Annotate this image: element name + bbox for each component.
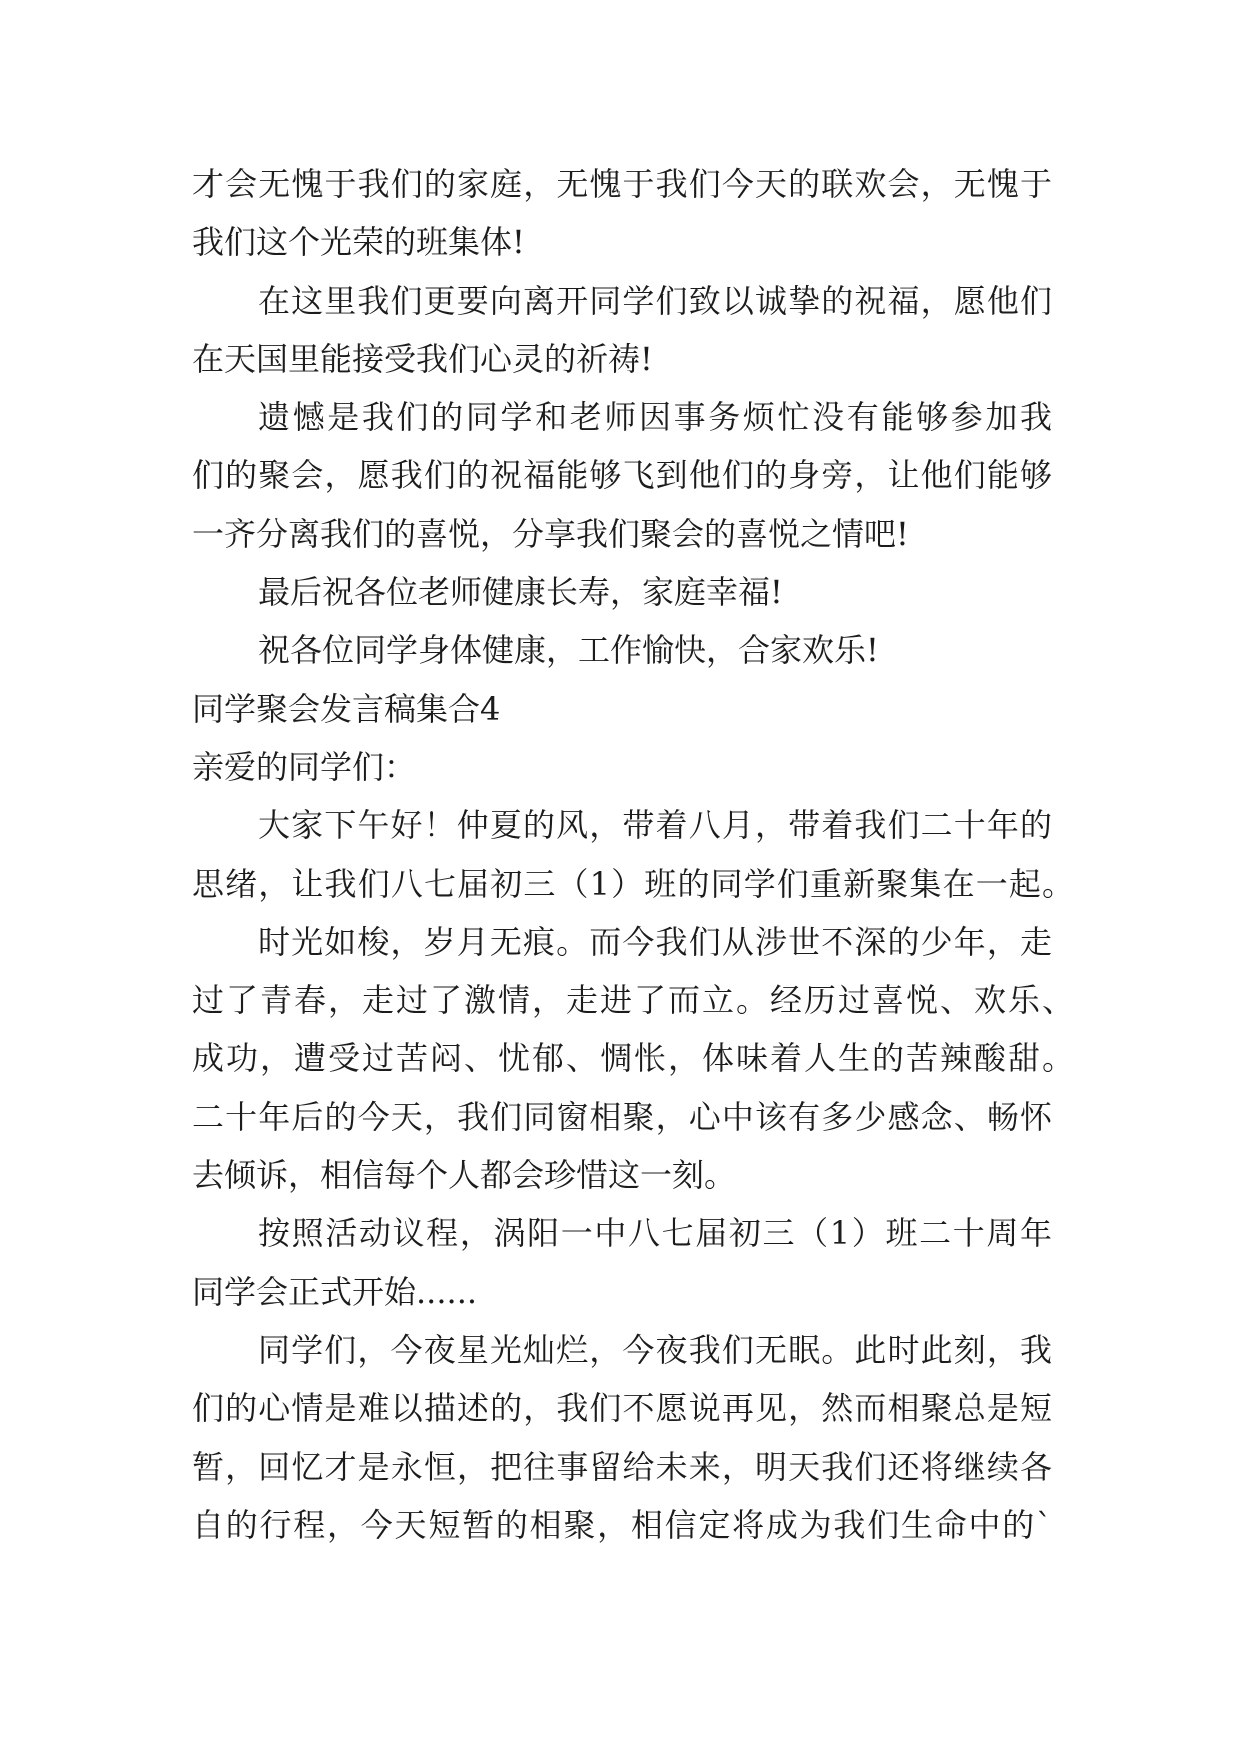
section-title: 同学聚会发言稿集合4 — [192, 689, 501, 728]
text-line: 按照活动议程，涡阳一中八七届初三（1）班二十周年 — [258, 1214, 1052, 1253]
paragraph — [192, 155, 1052, 272]
paragraph — [192, 796, 1074, 913]
text-line: 大家下午好！仲夏的风，带着八月，带着我们二十年的 — [258, 806, 1052, 845]
text-line: 才会无愧于我们的家庭，无愧于我们今天的联欢会，无愧于 — [192, 165, 1052, 203]
text-line: 在这里我们更要向离开同学们致以诚挚的祝福，愿他们 — [258, 281, 1052, 320]
text-line: 成功，遭受过苦闷、忧郁、惆怅，体味着人生的苦辣酸甜。 — [192, 1039, 1074, 1078]
text-line: 一齐分离我们的喜悦，分享我们聚会的喜悦之情吧! — [192, 514, 909, 553]
text-line: 自的行程，今天短暂的相聚，相信定将成为我们生命中的` — [192, 1505, 1052, 1544]
text-line: 同学们，今夜星光灿烂，今夜我们无眠。此时此刻，我 — [258, 1330, 1052, 1369]
text-line: 们的心情是难以描述的，我们不愿说再见，然而相聚总是短 — [192, 1389, 1052, 1428]
paragraph — [192, 913, 1074, 1204]
text-line: 我们这个光荣的班集体! — [192, 223, 525, 262]
text-line: 过了青春，走过了激情，走进了而立。经历过喜悦、欢乐、 — [192, 981, 1074, 1020]
text-line: 暂，回忆才是永恒，把往事留给未来，明天我们还将继续各 — [192, 1447, 1052, 1486]
paragraph — [192, 1321, 1052, 1554]
text-line: 二十年后的今天，我们同窗相聚，心中该有多少感念、畅怀 — [192, 1097, 1052, 1136]
paragraph — [192, 621, 1052, 679]
text-line: 思绪，让我们八七届初三（1）班的同学们重新聚集在一起。 — [192, 864, 1074, 903]
text-line: 们的聚会，愿我们的祝福能够飞到他们的身旁，让他们能够 — [192, 456, 1052, 495]
text-line: 去倾诉，相信每个人都会珍惜这一刻。 — [192, 1156, 737, 1195]
text-line: 遗憾是我们的同学和老师因事务烦忙没有能够参加我 — [258, 398, 1052, 437]
text-line: 祝各位同学身体健康，工作愉快，合家欢乐! — [258, 631, 879, 670]
salutation: 亲爱的同学们： — [192, 747, 417, 786]
text-line: 时光如梭，岁月无痕。而今我们从涉世不深的少年，走 — [258, 922, 1052, 961]
paragraph — [192, 388, 1052, 563]
document-body — [192, 155, 1074, 1554]
text-line: 在天国里能接受我们心灵的祈祷! — [192, 339, 653, 378]
paragraph — [192, 563, 1052, 621]
paragraph — [192, 1204, 1052, 1321]
paragraph — [192, 272, 1052, 389]
text-line: 同学会正式开始...... — [192, 1272, 478, 1311]
text-line: 最后祝各位老师健康长寿，家庭幸福! — [258, 573, 783, 612]
